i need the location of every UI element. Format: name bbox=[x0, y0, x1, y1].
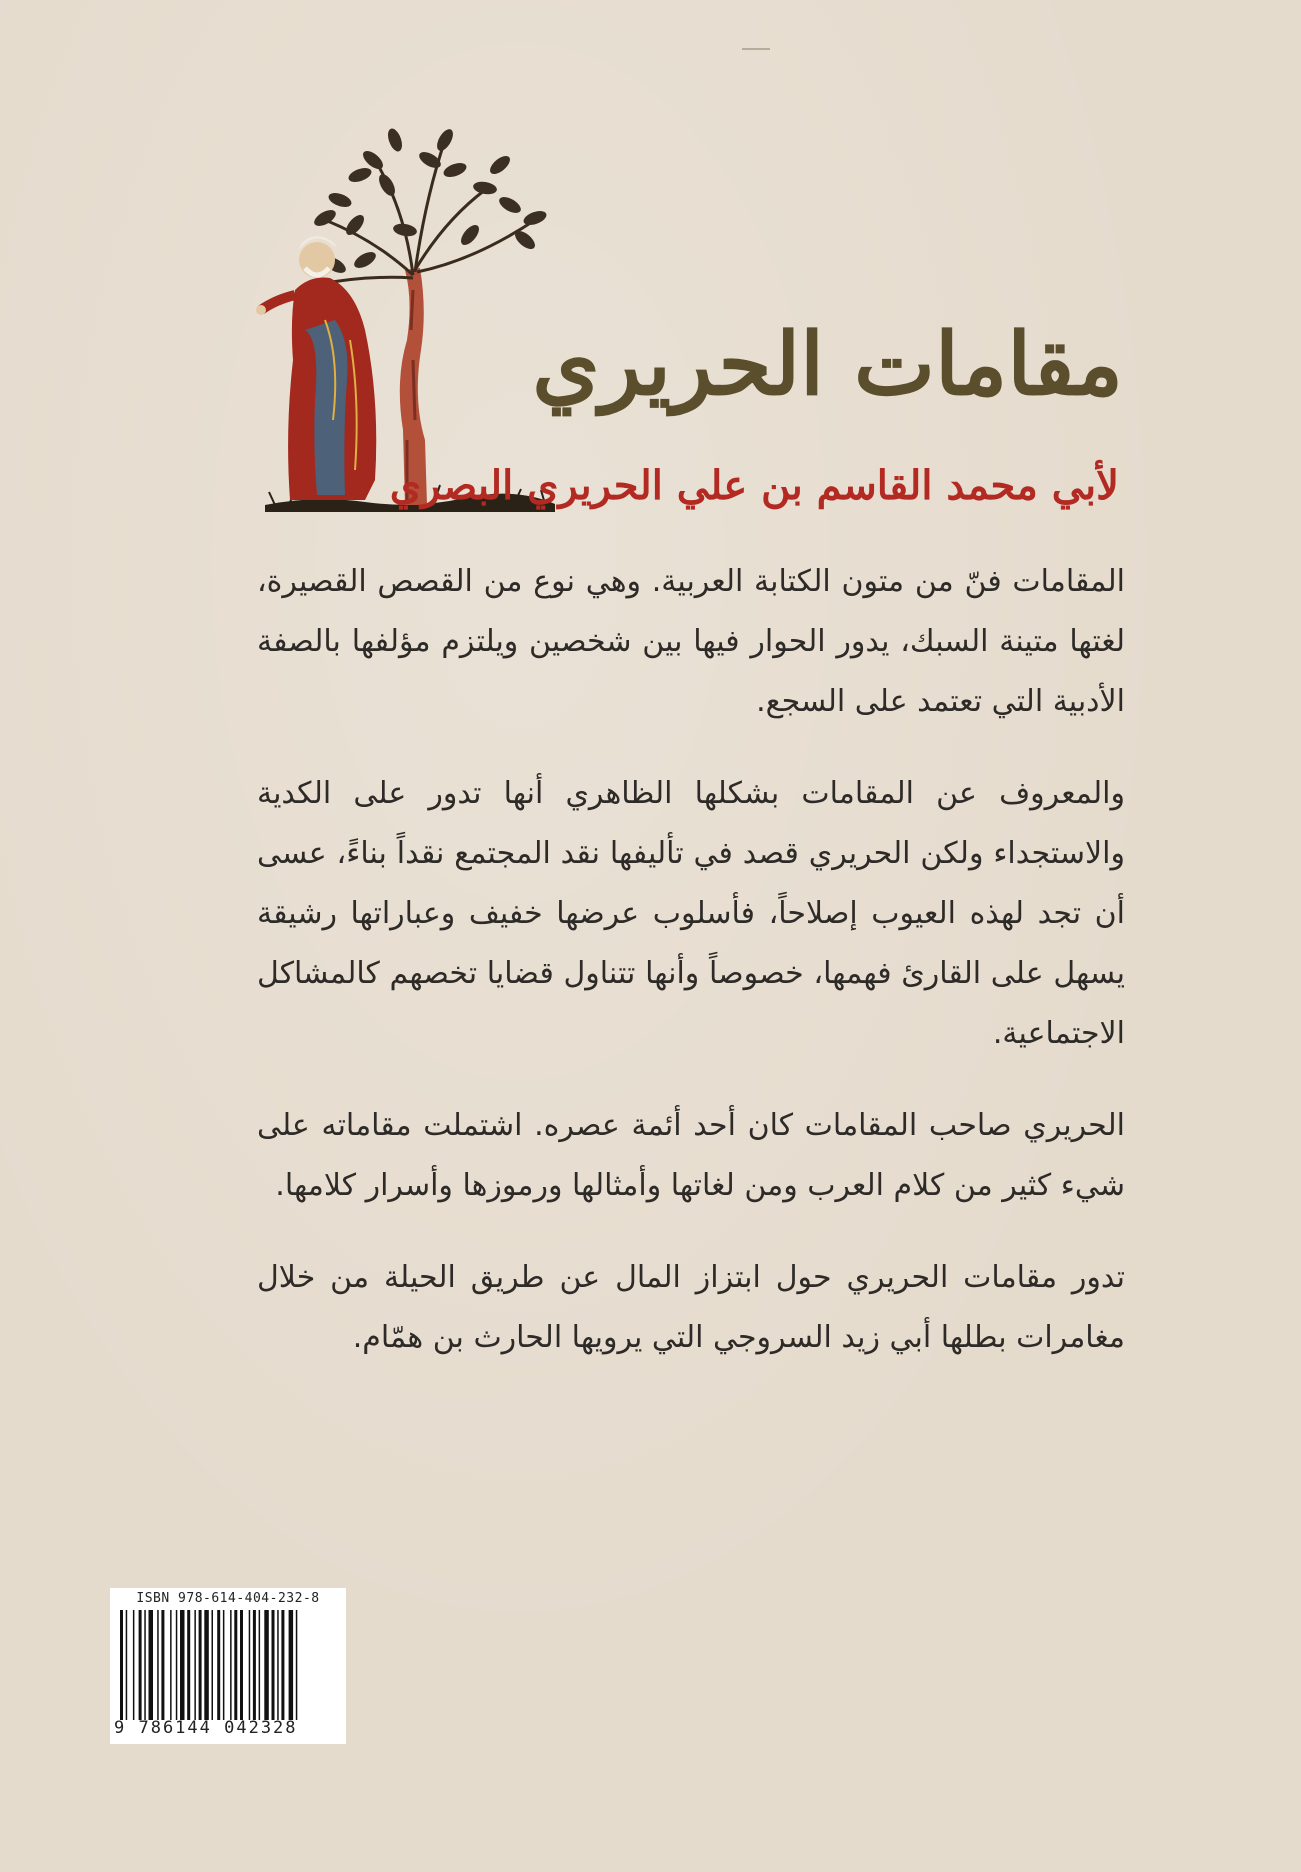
barcode-bar bbox=[144, 1610, 146, 1720]
barcode-bar bbox=[199, 1610, 202, 1720]
isbn-digits: 9 786144 042328 bbox=[114, 1718, 298, 1738]
barcode-bar bbox=[180, 1610, 185, 1720]
barcode-bar bbox=[264, 1610, 269, 1720]
barcode-bar bbox=[277, 1610, 279, 1720]
barcode-bar bbox=[253, 1610, 256, 1720]
blurb-paragraph: المقامات فنّ من متون الكتابة العربية. وهي نوع من القصص القصيرة، لغتها متينة السبك، يدور الحوار فيها بين شخصين ويلتزم مؤلفها بالصفة الأدبية التي تعتمد على السجع. bbox=[257, 564, 1125, 719]
book-title: مقامات الحريري bbox=[532, 314, 1123, 415]
barcode-bar bbox=[217, 1610, 220, 1720]
barcode-bar bbox=[240, 1610, 243, 1720]
barcode-bar bbox=[289, 1610, 294, 1720]
blurb-paragraph: والمعروف عن المقامات بشكلها الظاهري أنها تدور على الكدية والاستجداء ولكن الحريري قصد في تأليفها نقد المجتمع نقداً بناءً، عسى أن تجد لهذه العيوب إصلاحاً، فأسلوب عرضها خفيف وعباراتها رشيقة يسهل على القارئ فهمها، خصوصاً وأنها تتناول قضايا تخصهم كالمشاكل الاجتماعية. bbox=[257, 776, 1125, 1051]
barcode-bar bbox=[281, 1610, 284, 1720]
barcode-bar bbox=[234, 1610, 237, 1720]
barcode-bar bbox=[139, 1610, 142, 1720]
barcode-bar bbox=[204, 1610, 209, 1720]
top-edge-mark bbox=[742, 48, 770, 50]
barcode-bar bbox=[296, 1610, 298, 1720]
barcode-bar bbox=[133, 1610, 135, 1720]
barcode-bar bbox=[149, 1610, 154, 1720]
barcode-bar bbox=[176, 1610, 178, 1720]
book-author: لأبي محمد القاسم بن علي الحريري البصري bbox=[389, 462, 1119, 509]
barcode-bar bbox=[223, 1610, 225, 1720]
barcode-bar bbox=[194, 1610, 196, 1720]
barcode-bar bbox=[230, 1610, 232, 1720]
barcode-bar bbox=[249, 1610, 251, 1720]
barcode-bar bbox=[126, 1610, 128, 1720]
barcode-bar bbox=[212, 1610, 214, 1720]
barcode-bar bbox=[272, 1610, 275, 1720]
barcode-bars bbox=[120, 1610, 342, 1720]
blurb-paragraph: الحريري صاحب المقامات كان أحد أئمة عصره. اشتملت مقاماته على شيء كثير من كلام العرب ومن لغاتها وأمثالها ورموزها وأسرار كلامها. bbox=[257, 1108, 1125, 1203]
isbn-barcode bbox=[110, 1588, 346, 1744]
barcode-bar bbox=[170, 1610, 172, 1720]
barcode-bar bbox=[161, 1610, 164, 1720]
blurb-text bbox=[257, 552, 1125, 1400]
barcode-bar bbox=[120, 1610, 123, 1720]
barcode-bar bbox=[259, 1610, 261, 1720]
blurb-paragraph: تدور مقامات الحريري حول ابتزاز المال عن طريق الحيلة من خلال مغامرات بطلها أبي زيد السروجي التي يرويها الحارث بن همّام. bbox=[257, 1260, 1125, 1355]
barcode-bar bbox=[157, 1610, 159, 1720]
barcode-bar bbox=[187, 1610, 190, 1720]
isbn-label: ISBN 978-614-404-232-8 bbox=[136, 1591, 320, 1606]
